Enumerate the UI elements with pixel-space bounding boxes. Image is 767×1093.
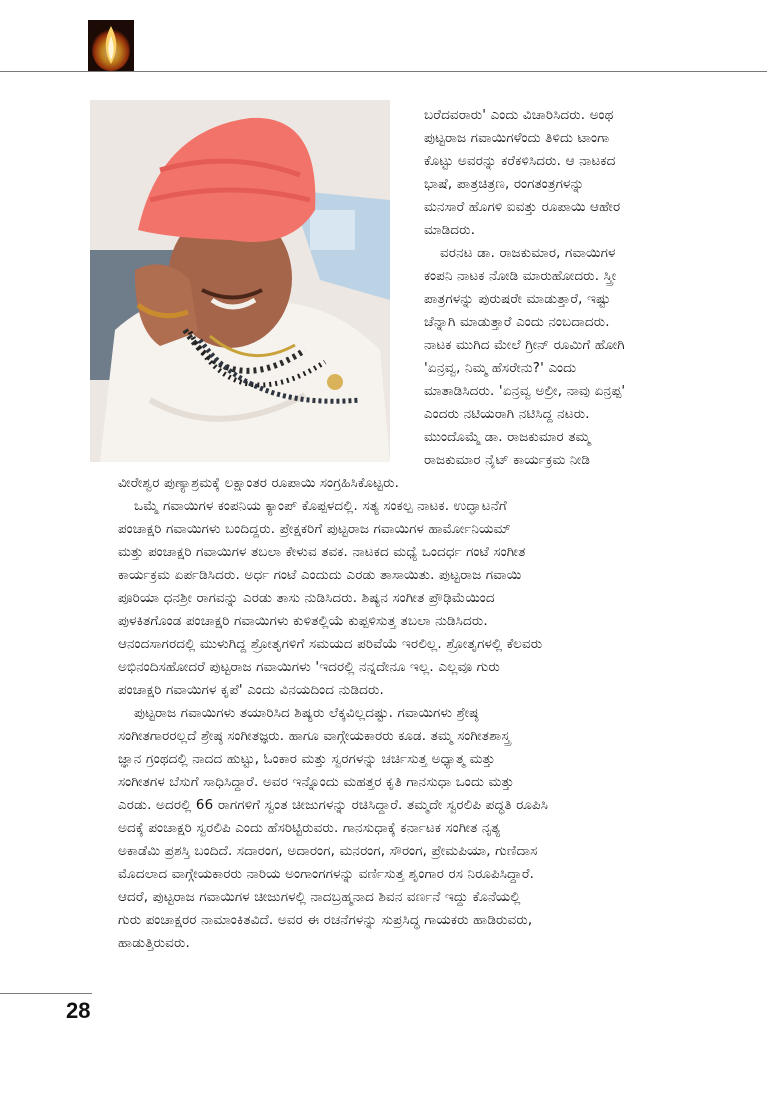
text-line: ಪುಟ್ಟರಾಜ ಗವಾಯಿಗಳೆಂದು ತಿಳಿದು ಟಾಂಗಾ [424, 131, 610, 146]
text-line: ಮಾತಾಡಿಸಿದರು. 'ಏನ್ರವ್ವ ಅಲ್ರೀ, ನಾವು ಏನ್ರಪ್ಪ' [424, 384, 626, 399]
header-divider [0, 71, 767, 72]
text-line: ರಾಜಕುಮಾರ ನೈಟ್ ಕಾರ್ಯಕ್ರಮ ನೀಡಿ [424, 453, 591, 468]
lamp-flame-icon [88, 20, 134, 72]
text-line: ಜ್ಞಾನ ಗ್ರಂಥದಲ್ಲಿ ನಾದದ ಹುಟ್ಟು, ಓಂಕಾರ ಮತ್ತು ಸ್ವರಗಳನ್ನು ಚರ್ಚಿಸುತ್ತ ಅಧ್ಯಾತ್ಮ ಮತ್ತು [118, 752, 496, 767]
masthead-logo [88, 20, 134, 72]
paragraph-start: ವರನಟ ಡಾ. ರಾಜಕುಮಾರ, ಗವಾಯಿಗಳ [440, 246, 616, 261]
text-line: ಮತ್ತು ಪಂಚಾಕ್ಷರಿ ಗವಾಯಿಗಳ ತಬಲಾ ಕೇಳುವ ತವಕ. ನಾಟಕದ ಮಧ್ಯೆ ಒಂದರ್ಧ ಗಂಟೆ ಸಂಗೀತ [118, 545, 526, 560]
portrait-illustration [90, 100, 390, 462]
text-line: ಮೊದಲಾದ ವಾಗ್ಗೇಯಕಾರರು ನಾರಿಯ ಅಂಗಾಂಗಗಳನ್ನು ವರ್ಣಿಸುತ್ತ ಶೃಂಗಾರ ರಸ ನಿರೂಪಿಸಿದ್ದಾರೆ. [118, 867, 535, 882]
text-line: ಅಕಾಡೆಮಿ ಪ್ರಶಸ್ತಿ ಬಂದಿದೆ. ಸದಾರಂಗ, ಅದಾರಂಗ, ಮನರಂಗ, ಸೌರಂಗ, ಪ್ರೇಮಪಿಯಾ, ಗುಣಿದಾಸ [118, 844, 538, 859]
text-line: ಎಂದರು ನಟಿಯರಾಗಿ ನಟಿಸಿದ್ದ ನಟರು. [424, 407, 590, 422]
text-line: ಹಾಡುತ್ತಿರುವರು. [118, 936, 190, 951]
text-line: ಚೆನ್ನಾಗಿ ಮಾಡುತ್ತಾರೆ ಎಂದು ನಂಬದಾದರು. [424, 315, 610, 330]
text-line: ಮುಂದೊಮ್ಮೆ ಡಾ. ರಾಜಕುಮಾರ ತಮ್ಮ [424, 430, 591, 445]
text-line: ಕೊಟ್ಟು ಅವರನ್ನು ಕರೆಕಳಿಸಿದರು. ಆ ನಾಟಕದ [424, 154, 616, 169]
page-number: 28 [66, 998, 91, 1023]
text-line: ಅಭಿನಂದಿಸಹೋದರೆ ಪುಟ್ಟರಾಜ ಗವಾಯಿಗಳು 'ಇದರಲ್ಲಿ ನನ್ನದೇನೂ ಇಲ್ಲ. ಎಲ್ಲವೂ ಗುರು [118, 660, 500, 675]
text-line: ಕಾರ್ಯಕ್ರಮ ಏರ್ಪಡಿಸಿದರು. ಅರ್ಧ ಗಂಟೆ ಎಂದುದು ಎರಡು ತಾಸಾಯಿತು. ಪುಟ್ಟರಾಜ ಗವಾಯಿ [118, 568, 522, 583]
text-line: ಪುಳಕಿತಗೊಂಡ ಪಂಚಾಕ್ಷರಿ ಗವಾಯಿಗಳು ಕುಳಿತಲ್ಲಿಯೆ ಕುಪ್ಪಳಿಸುತ್ತ ತಬಲಾ ನುಡಿಸಿದರು. [118, 614, 488, 629]
text-line: ಪೂರಿಯಾ ಧನಶ್ರೀ ರಾಗವನ್ನು ಎರಡು ತಾಸು ನುಡಿಸಿದರು. ಶಿಷ್ಯನ ಸಂಗೀತ ಪ್ರೌಢಿಮೆಯಿಂದ [118, 591, 495, 606]
text-line: ಕಂಪನಿ ನಾಟಕ ನೋಡಿ ಮಾರುಹೋದರು. ಸ್ತ್ರೀ [424, 269, 617, 284]
text-line: ಆನಂದಸಾಗರದಲ್ಲಿ ಮುಳುಗಿದ್ದ ಶ್ರೋತೃಗಳಿಗೆ ಸಮಯದ ಪರಿವೆಯೆ ಇರಲಿಲ್ಲ. ಶ್ರೋತೃಗಳಲ್ಲಿ ಕೆಲವರು [118, 637, 543, 652]
text-line: ಮಾಡಿದರು. [424, 223, 476, 238]
paragraph-start: ಒಮ್ಮೆ ಗವಾಯಿಗಳ ಕಂಪನಿಯ ಕ್ಯಾಂಪ್ ಕೊಪ್ಪಳದಲ್ಲಿ. ಸತ್ಯ ಸಂಕಲ್ಪ ನಾಟಕ. ಉದ್ಘಾಟನೆಗೆ [134, 499, 507, 514]
text-line: ಪಂಚಾಕ್ಷರಿ ಗವಾಯಿಗಳು ಬಂದಿದ್ದರು. ಪ್ರೇಕ್ಷಕರಿಗೆ ಪುಟ್ಟರಾಜ ಗವಾಯಿಗಳ ಹಾರ್ಮೋನಿಯಮ್ [118, 522, 511, 537]
paragraph-start: ಪುಟ್ಟರಾಜ ಗವಾಯಿಗಳು ತಯಾರಿಸಿದ ಶಿಷ್ಯರು ಲೆಕ್ಕವಿಲ್ಲದಷ್ಟು. ಗವಾಯಿಗಳು ಶ್ರೇಷ್ಠ [134, 706, 479, 721]
portrait-photo [90, 100, 390, 462]
text-line: ಮನಸಾರೆ ಹೊಗಳಿ ಐವತ್ತು ರೂಪಾಯಿ ಆಹೇರ [424, 200, 621, 215]
text-line: ವೀರೇಶ್ವರ ಪುಣ್ಯಾಶ್ರಮಕ್ಕೆ ಲಕ್ಷಾಂತರ ರೂಪಾಯಿ ಸಂಗ್ರಹಿಸಿಕೊಟ್ಟರು. [118, 476, 400, 491]
text-line: ಸಂಗೀತಗಾರರಲ್ಲದೆ ಶ್ರೇಷ್ಠ ಸಂಗೀತಜ್ಞರು. ಹಾಗೂ ವಾಗ್ಗೇಯಕಾರರು ಕೂಡ. ತಮ್ಮ ಸಂಗೀತಶಾಸ್ತ್ರ [118, 729, 511, 744]
text-line: ಎರಡು. ಅದರಲ್ಲಿ 66 ರಾಗಗಳಿಗೆ ಸ್ವಂತ ಚೀಜುಗಳನ್ನು ರಚಿಸಿದ್ದಾರೆ. ತಮ್ಮದೇ ಸ್ವರಲಿಪಿ ಪದ್ಧತಿ ರೂಪಿಸಿ [118, 798, 549, 813]
text-line: ಪಾತ್ರಗಳನ್ನು ಪುರುಷರೇ ಮಾಡುತ್ತಾರೆ, ಇಷ್ಟು [424, 292, 611, 307]
text-line: ಪಂಚಾಕ್ಷರಿ ಗವಾಯಿಗಳ ಕೃಪೆ' ಎಂದು ವಿನಯದಿಂದ ನುಡಿದರು. [118, 683, 384, 698]
text-line: ನಾಟಕ ಮುಗಿದ ಮೇಲೆ ಗ್ರೀನ್ ರೂಮಿಗೆ ಹೋಗಿ [424, 338, 625, 353]
footer-divider [0, 993, 92, 994]
text-line: ಭಾಷೆ, ಪಾತ್ರಚಿತ್ರಣ, ರಂಗತಂತ್ರಗಳನ್ನು [424, 177, 585, 192]
text-line: ಆದರೆ, ಪುಟ್ಟರಾಜ ಗವಾಯಿಗಳ ಚೀಜುಗಳಲ್ಲಿ ನಾದಬ್ರಹ್ಮನಾದ ಶಿವನ ವರ್ಣನೆ ಇದ್ದು ಕೊನೆಯಲ್ಲಿ [118, 890, 521, 905]
text-line: ಅದಕ್ಕೆ ಪಂಚಾಕ್ಷರಿ ಸ್ವರಲಿಪಿ ಎಂದು ಹೆಸರಿಟ್ಟಿರುವರು. ಗಾನಸುಧಾಕ್ಕೆ ಕರ್ನಾಟಕ ಸಂಗೀತ ನೃತ್ಯ [118, 821, 501, 836]
text-line: ಬರೆದವರಾರು' ಎಂದು ವಿಚಾರಿಸಿದರು. ಅಂಥ [424, 108, 614, 123]
text-line: ಗುರು ಪಂಚಾಕ್ಷರರ ನಾಮಾಂಕಿತವಿದೆ. ಅವರ ಈ ರಚನೆಗಳನ್ನು ಸುಪ್ರಸಿದ್ಧ ಗಾಯಕರು ಹಾಡಿರುವರು, [118, 913, 533, 928]
text-line: ಸಂಗೀತಗಳ ಬೆಸುಗೆ ಸಾಧಿಸಿದ್ದಾರೆ. ಅವರ ಇನ್ನೊಂದು ಮಹತ್ತರ ಕೃತಿ ಗಾನಸುಧಾ ಒಂದು ಮತ್ತು [118, 775, 515, 790]
text-line: 'ಏನ್ರವ್ವ, ನಿಮ್ಮ ಹೆಸರೇನು?' ಎಂದು [424, 361, 577, 376]
